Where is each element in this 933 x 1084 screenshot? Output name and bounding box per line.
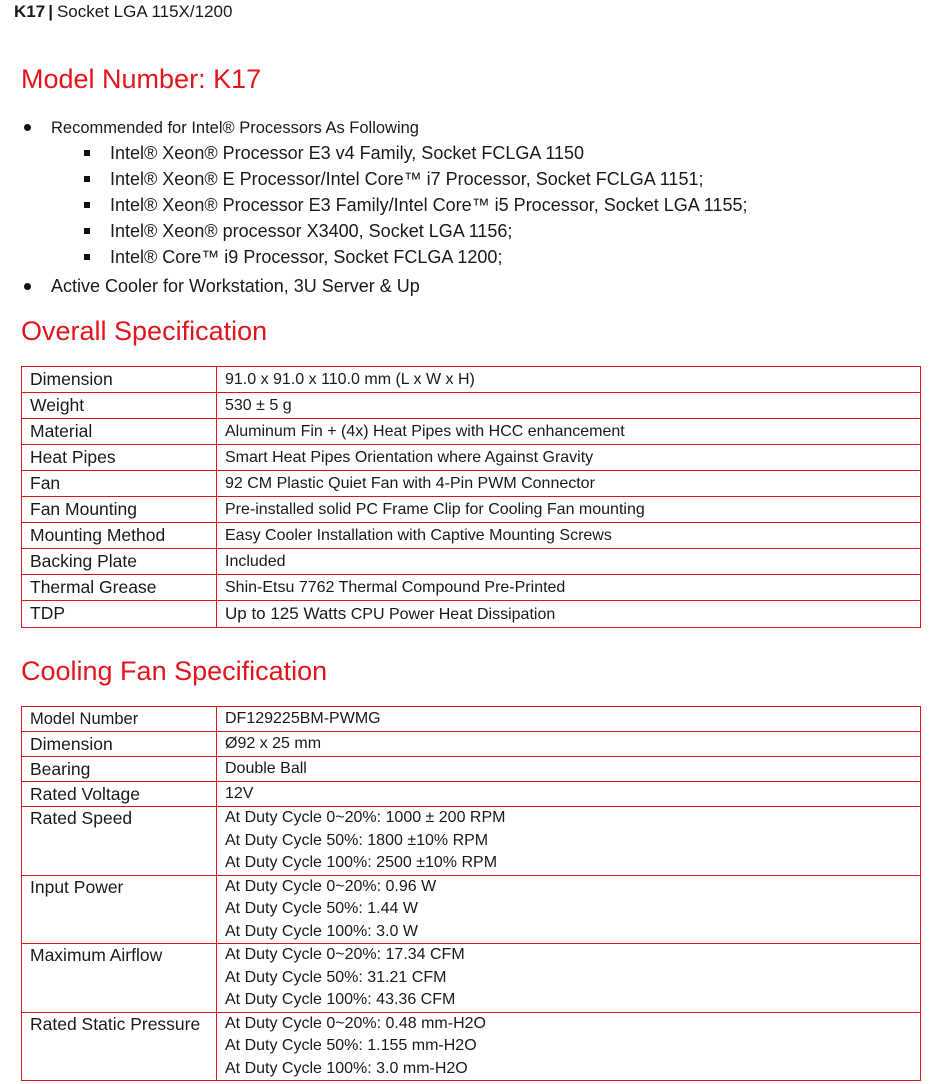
header-separator: | — [48, 2, 53, 21]
table-row — [22, 471, 921, 497]
spec-value: 92 CM Plastic Quiet Fan with 4-Pin PWM Connector — [217, 471, 921, 497]
spec-key: Bearing — [22, 757, 217, 782]
header-subtitle: Socket LGA 115X/1200 — [56, 2, 233, 21]
table-row — [22, 875, 921, 944]
spec-value-line: At Duty Cycle 50%: 1800 ±10% RPM — [225, 831, 489, 849]
spec-value-line: At Duty Cycle 0~20%: 17.34 CFM — [225, 946, 465, 963]
spec-key: Fan Mounting — [22, 497, 217, 523]
bullet-dot-icon — [24, 124, 31, 131]
bullet-square-icon — [84, 150, 90, 156]
table-row — [22, 549, 921, 575]
bullet-square-icon — [84, 176, 90, 182]
spec-value-line: At Duty Cycle 100%: 3.0 W — [225, 922, 418, 940]
document-header — [14, 1, 232, 23]
spec-value: Easy Cooler Installation with Captive Mounting Screws — [217, 523, 921, 549]
active-cooler-text: Active Cooler for Workstation, 3U Server & Up — [51, 276, 420, 296]
list-item — [0, 117, 933, 139]
spec-value-line: At Duty Cycle 0~20%: 0.48 mm-H2O — [225, 1014, 486, 1032]
bullet-square-icon — [84, 202, 90, 208]
table-row — [22, 944, 921, 1013]
spec-key: Heat Pipes — [22, 445, 217, 471]
spec-value: Included — [217, 549, 921, 575]
spec-key: Maximum Airflow — [22, 944, 217, 1013]
table-row — [22, 782, 921, 807]
fan-spec-heading: Cooling Fan Specification — [21, 656, 328, 686]
spec-value-line: At Duty Cycle 50%: 31.21 CFM — [225, 968, 447, 986]
spec-value: DF129225BM-PWMG — [217, 707, 921, 732]
spec-value — [217, 875, 921, 944]
list-item — [0, 275, 933, 297]
bullet-square-icon — [84, 254, 90, 260]
spec-key: Thermal Grease — [22, 575, 217, 601]
spec-value: Aluminum Fin + (4x) Heat Pipes with HCC enhancement — [217, 419, 921, 445]
list-item — [0, 142, 933, 164]
recommended-text: Recommended for Intel® Processors As Following — [51, 119, 419, 137]
table-row — [22, 393, 921, 419]
header-model-code: K17 — [14, 2, 46, 21]
spec-value-line: At Duty Cycle 0~20%: 0.96 W — [225, 877, 437, 895]
table-row — [22, 445, 921, 471]
tdp-strong-text: Up to 125 Watts — [225, 604, 347, 623]
spec-key: Dimension — [22, 367, 217, 393]
list-item — [0, 194, 933, 216]
processor-item: Intel® Core™ i9 Processor, Socket FCLGA 1200; — [110, 247, 503, 267]
spec-value: Ø92 x 25 mm — [217, 732, 921, 757]
list-item — [0, 168, 933, 190]
spec-value-line: At Duty Cycle 100%: 43.36 CFM — [225, 991, 456, 1008]
spec-key: Dimension — [22, 732, 217, 757]
table-row — [22, 757, 921, 782]
spec-value: 12V — [217, 782, 921, 807]
tdp-rest-text: CPU Power Heat Dissipation — [346, 606, 556, 623]
table-row — [22, 732, 921, 757]
spec-key: Rated Static Pressure — [22, 1012, 217, 1081]
spec-value-line: At Duty Cycle 50%: 1.155 mm-H2O — [225, 1037, 477, 1054]
overall-spec-table — [21, 366, 921, 628]
table-row — [22, 1012, 921, 1081]
table-row — [22, 367, 921, 393]
table-row — [22, 601, 921, 628]
fan-spec-table — [21, 706, 921, 1081]
spec-key: Fan — [22, 471, 217, 497]
spec-key: Rated Speed — [22, 807, 217, 876]
processor-item: Intel® Xeon® Processor E3 Family/Intel Core™ i5 Processor, Socket LGA 1155; — [110, 195, 748, 215]
spec-key: Mounting Method — [22, 523, 217, 549]
list-item — [0, 246, 933, 268]
spec-value — [217, 1012, 921, 1081]
spec-value — [217, 601, 921, 628]
spec-key: Weight — [22, 393, 217, 419]
processor-item: Intel® Xeon® processor X3400, Socket LGA 1156; — [110, 221, 513, 241]
processor-item: Intel® Xeon® E Processor/Intel Core™ i7 Processor, Socket FCLGA 1151; — [110, 169, 704, 189]
processor-item: Intel® Xeon® Processor E3 v4 Family, Socket FCLGA 1150 — [110, 143, 585, 163]
spec-value — [217, 944, 921, 1013]
spec-key: TDP — [22, 601, 217, 628]
bullet-dot-icon — [24, 283, 31, 290]
spec-value-line: At Duty Cycle 100%: 2500 ±10% RPM — [225, 854, 498, 871]
spec-value-line: At Duty Cycle 50%: 1.44 W — [225, 900, 418, 917]
bullet-square-icon — [84, 228, 90, 234]
spec-value: Double Ball — [217, 757, 921, 782]
table-row — [22, 807, 921, 876]
table-row — [22, 575, 921, 601]
table-row — [22, 419, 921, 445]
overall-spec-heading: Overall Specification — [21, 316, 268, 346]
table-row — [22, 497, 921, 523]
spec-value: Shin-Etsu 7762 Thermal Compound Pre-Printed — [217, 575, 921, 601]
spec-value: 530 ± 5 g — [217, 393, 921, 419]
spec-value: Smart Heat Pipes Orientation where Against Gravity — [217, 445, 921, 471]
spec-key: Material — [22, 419, 217, 445]
spec-key: Rated Voltage — [22, 782, 217, 807]
spec-key: Backing Plate — [22, 549, 217, 575]
spec-key: Input Power — [22, 875, 217, 944]
spec-value-line: At Duty Cycle 0~20%: 1000 ± 200 RPM — [225, 809, 506, 826]
spec-value-line: At Duty Cycle 100%: 3.0 mm-H2O — [225, 1059, 468, 1077]
table-row — [22, 523, 921, 549]
table-row — [22, 707, 921, 732]
spec-key: Model Number — [22, 707, 217, 732]
list-item — [0, 220, 933, 242]
spec-value: 91.0 x 91.0 x 110.0 mm (L x W x H) — [217, 367, 921, 393]
model-number-heading: Model Number: K17 — [21, 64, 262, 94]
spec-value — [217, 807, 921, 876]
spec-value: Pre-installed solid PC Frame Clip for Cooling Fan mounting — [217, 497, 921, 523]
